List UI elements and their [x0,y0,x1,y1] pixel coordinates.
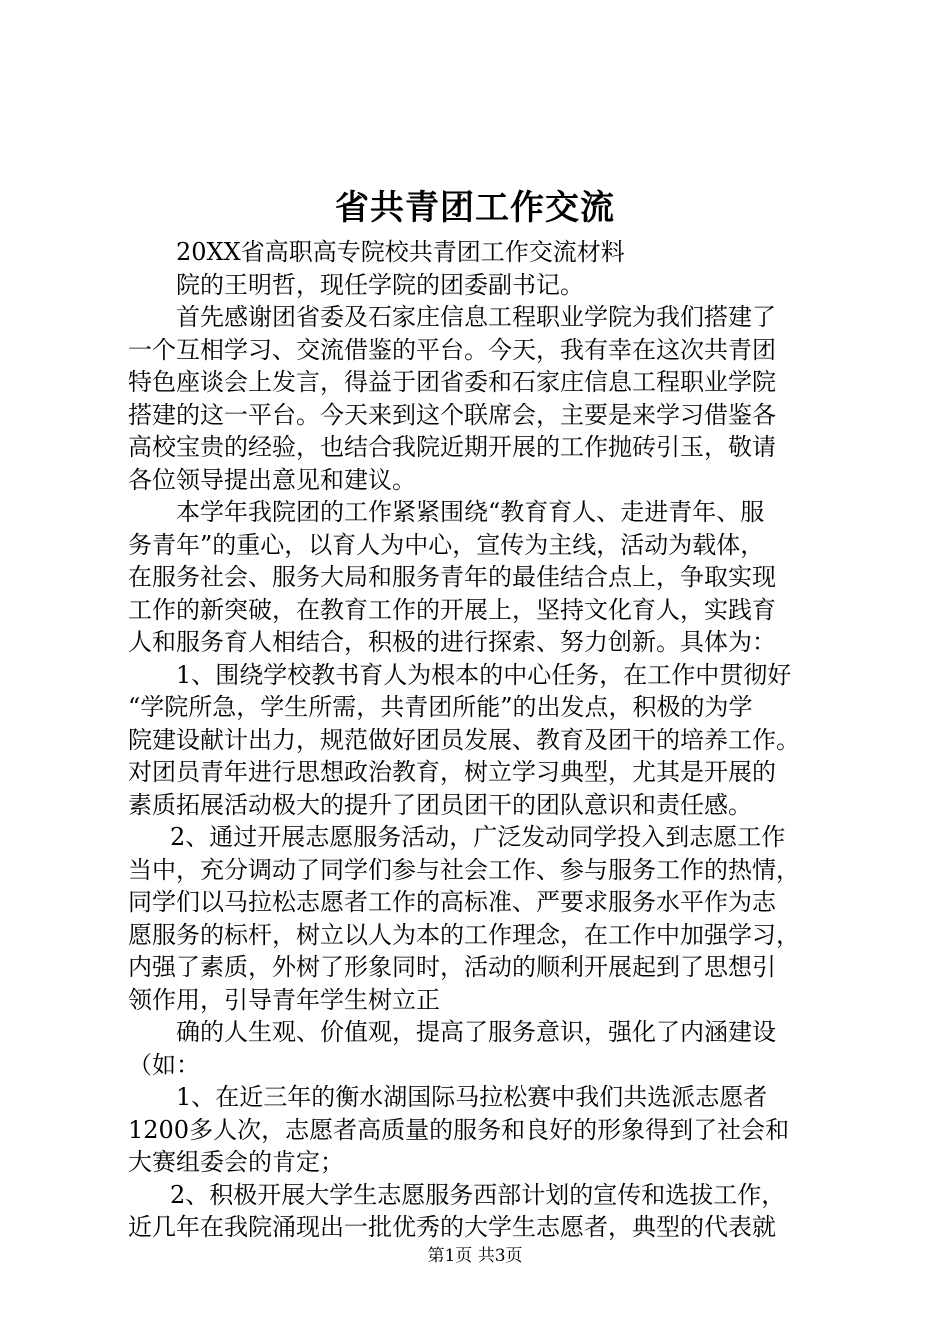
body-line: 近几年在我院涌现出一批优秀的大学生志愿者，典型的代表就 [128,1213,776,1241]
body-line: 本学年我院团的工作紧紧围绕“教育育人、走进青年、服 [176,498,765,526]
body-line: 对团员青年进行思想政治教育，树立学习典型，尤其是开展的 [128,758,776,786]
document-title: 省共青团工作交流 [335,188,615,228]
body-line: 领作用，引导青年学生树立正 [128,985,440,1014]
body-line: 内强了素质，外树了形象同时，活动的顺利开展起到了思想引 [128,953,776,981]
body-line: 在服务社会、服务大局和服务青年的最佳结合点上，争取实现 [128,563,776,591]
body-line: 确的人生观、价值观，提高了服务意识，强化了内涵建设 [176,1018,776,1046]
body-line: 1200多人次，志愿者高质量的服务和良好的形象得到了社会和 [128,1115,790,1144]
body-line: （如： [128,1050,200,1079]
body-line: 1、在近三年的衡水湖国际马拉松赛中我们共选派志愿者 [176,1083,768,1111]
body-line: 2、积极开展大学生志愿服务西部计划的宣传和选拔工作， [170,1180,786,1209]
body-line: 院建设献计出力，规范做好团员发展、教育及团干的培养工作。 [128,725,800,754]
body-line: 首先感谢团省委及石家庄信息工程职业学院为我们搭建了 [176,303,776,331]
body-line: 院的王明哲，现任学院的团委副书记。 [176,270,584,299]
body-line: 一个互相学习、交流借鉴的平台。今天，我有幸在这次共青团 [128,335,776,364]
body-line: 各位领导提出意见和建议。 [128,465,416,494]
body-line: 人和服务育人相结合，积极的进行探索、努力创新。具体为： [128,628,776,656]
body-line: 大赛组委会的肯定； [128,1148,344,1176]
body-line: 当中，充分调动了同学们参与社会工作、参与服务工作的热情， [128,855,800,884]
body-line: 素质拓展活动极大的提升了团员团干的团队意识和责任感。 [128,790,752,819]
body-line: 2、通过开展志愿服务活动，广泛发动同学投入到志愿工作 [170,823,786,851]
body-line: “学院所急，学生所需，共青团所能”的出发点，积极的为学 [128,693,753,721]
body-line: 同学们以马拉松志愿者工作的高标准、严要求服务水平作为志 [128,888,776,916]
body-line: 20XX省高职高专院校共青团工作交流材料 [176,238,625,266]
body-line: 1、围绕学校教书育人为根本的中心任务，在工作中贯彻好 [176,660,792,689]
body-line: 务青年”的重心，以育人为中心，宣传为主线，活动为载体， [128,530,765,559]
body-line: 特色座谈会上发言，得益于团省委和石家庄信息工程职业学院 [128,368,776,396]
body-line: 工作的新突破，在教育工作的开展上，坚持文化育人，实践育 [128,595,776,624]
document-body [128,236,840,1244]
body-line: 搭建的这一平台。今天来到这个联席会，主要是来学习借鉴各 [128,400,776,429]
page-footer: 第1页 共3页 [427,1246,523,1266]
body-line: 愿服务的标杆，树立以人为本的工作理念，在工作中加强学习， [128,920,800,949]
body-line: 高校宝贵的经验，也结合我院近期开展的工作抛砖引玉，敬请 [128,433,776,461]
